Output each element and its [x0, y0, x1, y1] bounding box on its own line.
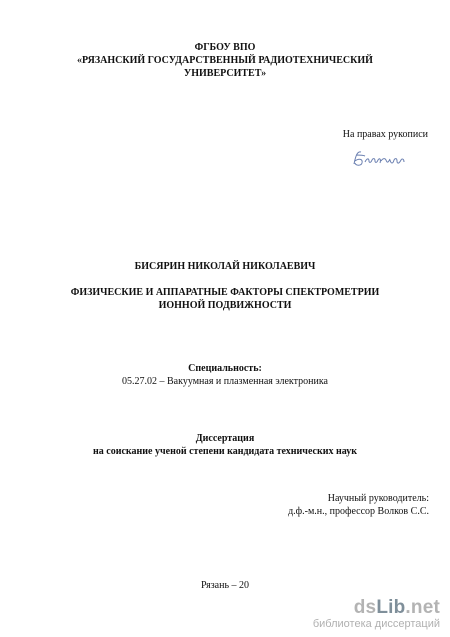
dissertation-block: [0, 432, 450, 458]
watermark-subtitle: библиотека диссертаций: [312, 618, 440, 630]
institution-line-3: УНИВЕРСИТЕТ»: [183, 68, 267, 79]
advisor-label: Научный руководитель:: [327, 493, 429, 504]
advisor-block: [288, 492, 429, 518]
logo-lib: Lib: [376, 597, 406, 618]
title-line-2: ИОННОЙ ПОДВИЖНОСТИ: [158, 300, 292, 311]
specialty-value: 05.27.02 – Вакуумная и плазменная электроника: [122, 376, 328, 387]
institution-header: [0, 41, 450, 80]
dissertation-title: [0, 286, 450, 312]
city-year: Рязань – 20: [200, 580, 250, 591]
institution-line-2: «РЯЗАНСКИЙ ГОСУДАРСТВЕННЫЙ РАДИОТЕХНИЧЕСКИЙ: [77, 55, 373, 66]
logo-ds: ds: [353, 597, 377, 618]
dslib-logo: [313, 598, 440, 618]
dslib-watermark: [313, 598, 440, 631]
title-line-1: ФИЗИЧЕСКИЕ И АППАРАТНЫЕ ФАКТОРЫ СПЕКТРОМЕТРИИ: [70, 287, 380, 298]
author-name: БИСЯРИН НИКОЛАЙ НИКОЛАЕВИЧ: [134, 261, 316, 272]
institution-line-1: ФГБОУ ВПО: [194, 42, 256, 53]
manuscript-rights-note: На правах рукописи: [342, 129, 428, 140]
specialty-label: Специальность:: [188, 363, 262, 374]
logo-net: .net: [405, 597, 440, 618]
dissertation-purpose: на соискание ученой степени кандидата технических наук: [93, 446, 357, 457]
handwritten-signature: [350, 146, 410, 170]
advisor-value: д.ф.-м.н., профессор Волков С.С.: [288, 506, 429, 517]
dissertation-label: Диссертация: [195, 433, 255, 444]
specialty-block: [0, 362, 450, 388]
